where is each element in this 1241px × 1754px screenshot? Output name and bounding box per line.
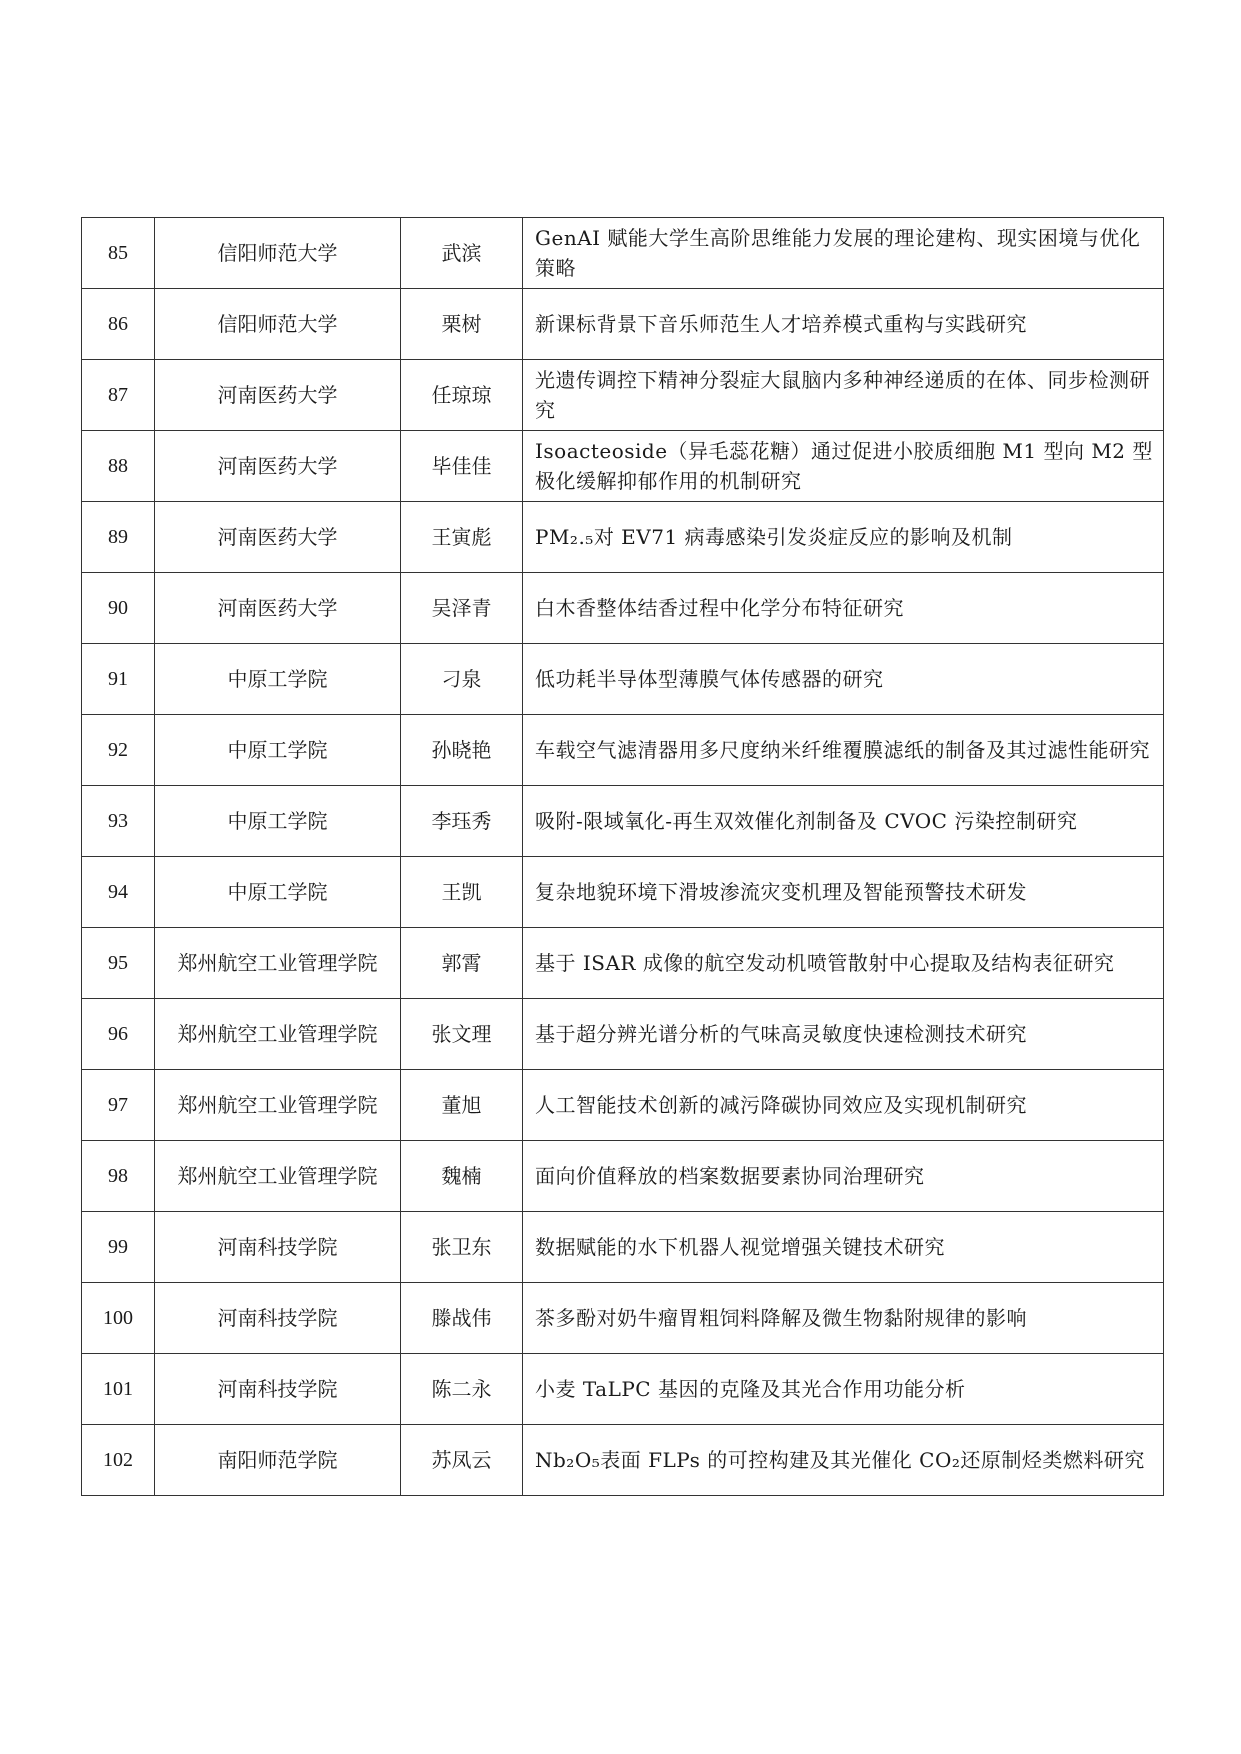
institution-cell: 中原工学院	[155, 786, 401, 857]
project-title: Nb₂O₅表面 FLPs 的可控构建及其光催化 CO₂还原制烃类燃料研究	[535, 1448, 1145, 1472]
institution-cell: 郑州航空工业管理学院	[155, 928, 401, 999]
table-row	[82, 715, 1164, 786]
project-title: 新课标背景下音乐师范生人才培养模式重构与实践研究	[535, 312, 1027, 336]
project-title: 光遗传调控下精神分裂症大鼠脑内多种神经递质的在体、同步检测研究	[535, 368, 1150, 422]
person-name-cell: 陈二永	[401, 1354, 523, 1425]
institution-cell: 河南医药大学	[155, 573, 401, 644]
person-name-cell: 苏凤云	[401, 1425, 523, 1496]
row-number: 90	[82, 573, 155, 644]
project-title: 复杂地貌环境下滑坡渗流灾变机理及智能预警技术研发	[535, 880, 1027, 904]
table-row	[82, 502, 1164, 573]
row-number: 85	[82, 218, 155, 289]
institution-cell: 郑州航空工业管理学院	[155, 999, 401, 1070]
institution-cell: 河南科技学院	[155, 1212, 401, 1283]
project-title: 吸附-限域氧化-再生双效催化剂制备及 CVOC 污染控制研究	[535, 809, 1078, 833]
table-row	[82, 289, 1164, 360]
person-name-cell: 李珏秀	[401, 786, 523, 857]
table-row	[82, 999, 1164, 1070]
project-title-cell	[523, 1141, 1164, 1212]
table-row	[82, 1354, 1164, 1425]
person-name-cell: 魏楠	[401, 1141, 523, 1212]
project-title: 车载空气滤清器用多尺度纳米纤维覆膜滤纸的制备及其过滤性能研究	[535, 738, 1150, 762]
person-name-cell: 郭霄	[401, 928, 523, 999]
project-title-cell	[523, 644, 1164, 715]
table-row	[82, 928, 1164, 999]
row-number: 96	[82, 999, 155, 1070]
project-title-cell	[523, 715, 1164, 786]
person-name-cell: 栗树	[401, 289, 523, 360]
person-name-cell: 王凯	[401, 857, 523, 928]
project-table	[81, 217, 1164, 1496]
row-number: 99	[82, 1212, 155, 1283]
institution-cell: 河南医药大学	[155, 431, 401, 502]
institution-cell: 郑州航空工业管理学院	[155, 1141, 401, 1212]
project-title-cell	[523, 289, 1164, 360]
institution-cell: 南阳师范学院	[155, 1425, 401, 1496]
institution-cell: 信阳师范大学	[155, 289, 401, 360]
project-title-cell	[523, 999, 1164, 1070]
project-title-cell	[523, 857, 1164, 928]
person-name-cell: 毕佳佳	[401, 431, 523, 502]
row-number: 94	[82, 857, 155, 928]
table-row	[82, 360, 1164, 431]
project-title-cell	[523, 1425, 1164, 1496]
table-row	[82, 1425, 1164, 1496]
row-number: 102	[82, 1425, 155, 1496]
row-number: 98	[82, 1141, 155, 1212]
row-number: 97	[82, 1070, 155, 1141]
institution-cell: 郑州航空工业管理学院	[155, 1070, 401, 1141]
institution-cell: 河南科技学院	[155, 1354, 401, 1425]
project-title-cell	[523, 786, 1164, 857]
project-title: 数据赋能的水下机器人视觉增强关键技术研究	[535, 1235, 945, 1259]
person-name-cell: 刁泉	[401, 644, 523, 715]
row-number: 86	[82, 289, 155, 360]
person-name-cell: 王寅彪	[401, 502, 523, 573]
table-row	[82, 857, 1164, 928]
project-title: 低功耗半导体型薄膜气体传感器的研究	[535, 667, 884, 691]
project-table-body	[82, 218, 1164, 1496]
project-title: 面向价值释放的档案数据要素协同治理研究	[535, 1164, 925, 1188]
row-number: 92	[82, 715, 155, 786]
row-number: 100	[82, 1283, 155, 1354]
institution-cell: 中原工学院	[155, 715, 401, 786]
institution-cell: 中原工学院	[155, 644, 401, 715]
project-title-cell	[523, 360, 1164, 431]
row-number: 88	[82, 431, 155, 502]
person-name-cell: 董旭	[401, 1070, 523, 1141]
row-number: 91	[82, 644, 155, 715]
person-name-cell: 任琼琼	[401, 360, 523, 431]
project-title: PM₂.₅对 EV71 病毒感染引发炎症反应的影响及机制	[535, 525, 1013, 549]
person-name-cell: 孙晓艳	[401, 715, 523, 786]
row-number: 95	[82, 928, 155, 999]
table-row	[82, 786, 1164, 857]
project-title: 基于超分辨光谱分析的气味高灵敏度快速检测技术研究	[535, 1022, 1027, 1046]
institution-cell: 中原工学院	[155, 857, 401, 928]
table-row	[82, 644, 1164, 715]
project-title-cell	[523, 502, 1164, 573]
project-title-cell	[523, 431, 1164, 502]
institution-cell: 河南医药大学	[155, 502, 401, 573]
project-title: 基于 ISAR 成像的航空发动机喷管散射中心提取及结构表征研究	[535, 951, 1115, 975]
project-title: 茶多酚对奶牛瘤胃粗饲料降解及微生物黏附规律的影响	[535, 1306, 1027, 1330]
project-title-cell	[523, 928, 1164, 999]
institution-cell: 信阳师范大学	[155, 218, 401, 289]
table-row	[82, 218, 1164, 289]
person-name-cell: 张文理	[401, 999, 523, 1070]
project-title: Isoacteoside（异毛蕊花糖）通过促进小胶质细胞 M1 型向 M2 型极化缓解抑郁作用的机制研究	[535, 439, 1153, 493]
project-title: 白木香整体结香过程中化学分布特征研究	[535, 596, 904, 620]
table-row	[82, 1141, 1164, 1212]
project-title: GenAI 赋能大学生高阶思维能力发展的理论建构、现实困境与优化策略	[535, 226, 1141, 280]
table-row	[82, 1212, 1164, 1283]
project-title: 小麦 TaLPC 基因的克隆及其光合作用功能分析	[535, 1377, 966, 1401]
row-number: 93	[82, 786, 155, 857]
person-name-cell: 吴泽青	[401, 573, 523, 644]
project-title-cell	[523, 1212, 1164, 1283]
project-title-cell	[523, 1070, 1164, 1141]
person-name-cell: 张卫东	[401, 1212, 523, 1283]
project-title-cell	[523, 1283, 1164, 1354]
person-name-cell: 滕战伟	[401, 1283, 523, 1354]
row-number: 101	[82, 1354, 155, 1425]
project-title: 人工智能技术创新的减污降碳协同效应及实现机制研究	[535, 1093, 1027, 1117]
table-row	[82, 1070, 1164, 1141]
row-number: 89	[82, 502, 155, 573]
table-row	[82, 1283, 1164, 1354]
project-title-cell	[523, 218, 1164, 289]
person-name-cell: 武滨	[401, 218, 523, 289]
project-title-cell	[523, 1354, 1164, 1425]
project-title-cell	[523, 573, 1164, 644]
row-number: 87	[82, 360, 155, 431]
institution-cell: 河南医药大学	[155, 360, 401, 431]
institution-cell: 河南科技学院	[155, 1283, 401, 1354]
table-row	[82, 573, 1164, 644]
table-row	[82, 431, 1164, 502]
